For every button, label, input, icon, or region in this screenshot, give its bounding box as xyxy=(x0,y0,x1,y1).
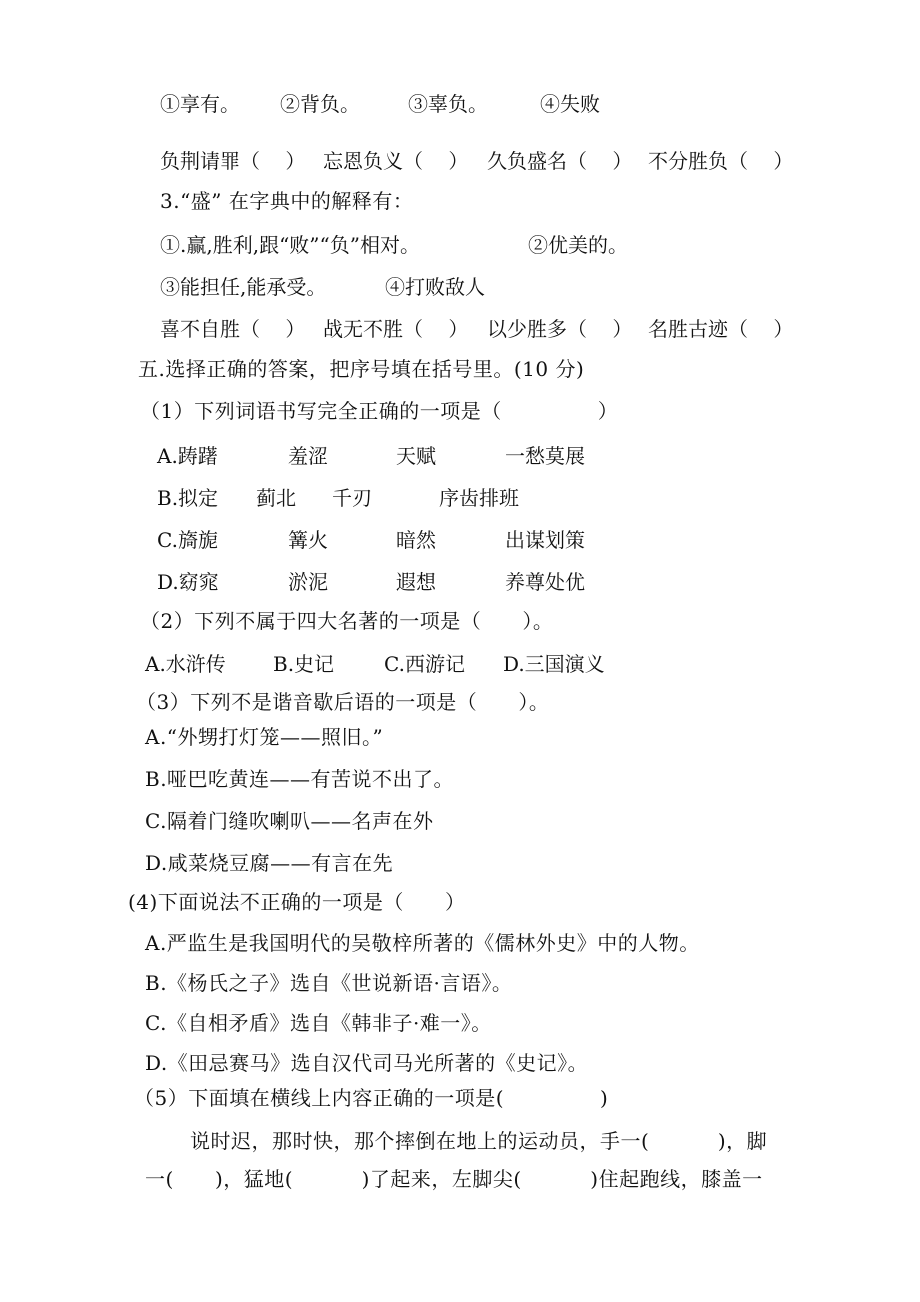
s5-q1-optB-1: B.拟定 xyxy=(157,486,219,510)
s5-q3-opt-D: D.咸菜烧豆腐——有言在先 xyxy=(145,851,394,875)
q3-meaning-4: ④打败敌人 xyxy=(385,275,485,299)
s5-q1-optD-4: 养尊处优 xyxy=(505,570,585,594)
s5-q1-optA-2: 羞涩 xyxy=(288,444,328,468)
q3-meaning-2: ②优美的。 xyxy=(528,233,628,257)
s5-q1-optD-3: 遐想 xyxy=(396,570,436,594)
s5-q2-opt-D: D.三国演义 xyxy=(503,652,605,676)
s5-q5-passage-line1: 说时迟，那时快，那个摔倒在地上的运动员，手一( )，脚 xyxy=(190,1129,768,1153)
s5-q4-opt-A: A.严监生是我国明代的吴敬梓所著的《儒林外史》中的人物。 xyxy=(145,931,700,955)
s5-q1-optD-1: D.窈窕 xyxy=(157,570,219,594)
q3-meaning-1: ①.赢,胜利,跟“败”“负”相对。 xyxy=(160,233,420,257)
q2-meaning-1: ①享有。 xyxy=(160,92,240,116)
q3-idiom-4: 名胜古迹（ ） xyxy=(648,317,794,341)
q2-idiom-1: 负荆请罪（ ） xyxy=(160,149,306,173)
q2-meaning-3: ③辜负。 xyxy=(408,92,488,116)
s5-q3-stem: （3）下列不是谐音歇后语的一项是（ ）。 xyxy=(136,690,550,714)
s5-q2-opt-B: B.史记 xyxy=(273,652,335,676)
q2-idiom-2: 忘恩负义（ ） xyxy=(323,149,469,173)
s5-q1-optC-4: 出谋划策 xyxy=(505,528,585,552)
s5-q1-optC-3: 暗然 xyxy=(396,528,436,552)
s5-q1-optB-4: 序齿排班 xyxy=(439,486,519,510)
s5-q5-passage-line2: 一( )，猛地( )了起来，左脚尖( )住起跑线，膝盖一 xyxy=(145,1167,763,1191)
q2-meaning-4: ④失败 xyxy=(540,92,600,116)
section5-title: 五.选择正确的答案，把序号填在括号里。(10 分) xyxy=(138,357,585,381)
s5-q4-stem: (4)下面说法不正确的一项是（ ） xyxy=(128,890,466,914)
s5-q1-optA-1: A.踌躇 xyxy=(157,444,218,468)
q3-idiom-3: 以少胜多（ ） xyxy=(487,317,633,341)
s5-q4-opt-D: D.《田忌赛马》选自汉代司马光所著的《史记》。 xyxy=(145,1051,589,1075)
s5-q1-optD-2: 淤泥 xyxy=(288,570,328,594)
q3-meaning-3: ③能担任,能承受。 xyxy=(160,275,327,299)
q2-idiom-4: 不分胜负（ ） xyxy=(648,149,794,173)
q3-idiom-1: 喜不自胜（ ） xyxy=(160,317,306,341)
s5-q5-stem: （5）下面填在横线上内容正确的一项是( ) xyxy=(134,1086,609,1110)
s5-q1-optB-3: 千刃 xyxy=(332,486,372,510)
q3-title: 3.“盛” 在字典中的解释有： xyxy=(160,189,414,213)
s5-q3-opt-B: B.哑巴吃黄连——有苦说不出了。 xyxy=(145,767,455,791)
s5-q1-optC-1: C.旖旎 xyxy=(157,528,218,552)
s5-q1-stem: （1）下列词语书写完全正确的一项是（ ） xyxy=(140,399,619,423)
q2-idiom-3: 久负盛名（ ） xyxy=(487,149,633,173)
s5-q4-opt-C: C.《自相矛盾》选自《韩非子·难一》。 xyxy=(145,1011,492,1035)
s5-q2-opt-C: C.西游记 xyxy=(384,652,465,676)
s5-q1-optA-3: 天赋 xyxy=(396,444,436,468)
s5-q3-opt-A: A.“外甥打灯笼——照旧。” xyxy=(145,725,384,749)
q2-meaning-2: ②背负。 xyxy=(280,92,360,116)
s5-q2-opt-A: A.水浒传 xyxy=(145,652,226,676)
s5-q1-optA-4: 一愁莫展 xyxy=(505,444,585,468)
s5-q4-opt-B: B.《杨氏之子》选自《世说新语·言语》。 xyxy=(145,971,513,995)
s5-q2-stem: （2）下列不属于四大名著的一项是（ ）。 xyxy=(140,609,554,633)
s5-q1-optC-2: 篝火 xyxy=(288,528,328,552)
s5-q3-opt-C: C.隔着门缝吹喇叭——名声在外 xyxy=(145,809,434,833)
s5-q1-optB-2: 蓟北 xyxy=(256,486,296,510)
q3-idiom-2: 战无不胜（ ） xyxy=(323,317,469,341)
